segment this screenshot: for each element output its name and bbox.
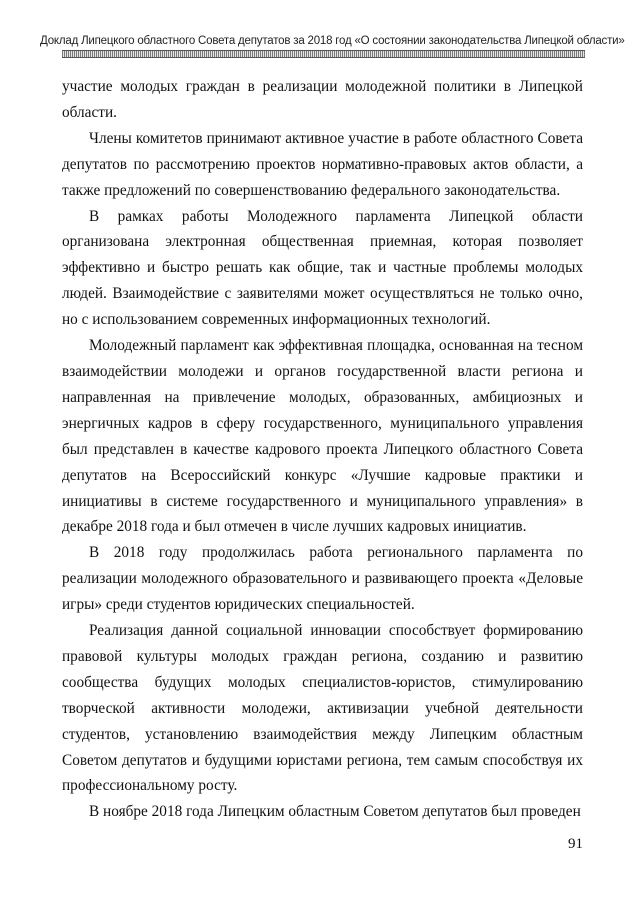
header-rule (62, 50, 585, 58)
paragraph: В ноябре 2018 года Липецким областным Советом депутатов был проведен (89, 803, 581, 821)
body-text (62, 74, 583, 825)
paragraph: Члены комитетов принимают активное участие в работе областного Совета депутатов по рассмотрению проектов нормативно-правовых актов области, а также предложений по совершенствованию федерального законодательства. (62, 129, 583, 199)
paragraph: Молодежный парламент как эффективная площадка, основанная на тесном взаимодействии молодежи и органов государственной власти региона и направленная на привлечение молодых, образованных, амбициозных и энергичных кадров в сферу государственного, муниципального управления был представлен в качестве кадрового проекта Липецкого областного Совета депутатов на Всероссийский конкурс «Лучшие кадровые практики и инициативы в системе государственного и муниципального управления» в декабре 2018 года и был отмечен в числе лучших кадровых инициатив. (62, 337, 583, 536)
page-number: 91 (568, 836, 583, 852)
paragraph-continuation: участие молодых граждан в реализации молодежной политики в Липецкой области. (62, 78, 583, 121)
paragraph: В 2018 году продолжилась работа регионального парламента по реализации молодежного образовательного и развивающего проекта «Деловые игры» среди студентов юридических специальностей. (62, 544, 583, 614)
running-header: Доклад Липецкого областного Совета депутатов за 2018 год «О состоянии законодательства Липецкой области» (40, 35, 625, 47)
paragraph: Реализация данной социальной инновации способствует формированию правовой культуры молодых граждан региона, созданию и развитию сообщества будущих молодых специалистов-юристов, стимулированию творческой активности молодежи, активизации учебной деятельности студентов, установлению взаимодействия между Липецким областным Советом депутатов и будущими юристами региона, тем самым способствуя их профессиональному росту. (62, 622, 583, 795)
paragraph: В рамках работы Молодежного парламента Липецкой области организована электронная общественная приемная, которая позволяет эффективно и быстро решать как общие, так и частные проблемы молодых людей. Взаимодействие с заявителями может осуществляться не только очно, но с использованием современных информационных технологий. (62, 207, 583, 329)
